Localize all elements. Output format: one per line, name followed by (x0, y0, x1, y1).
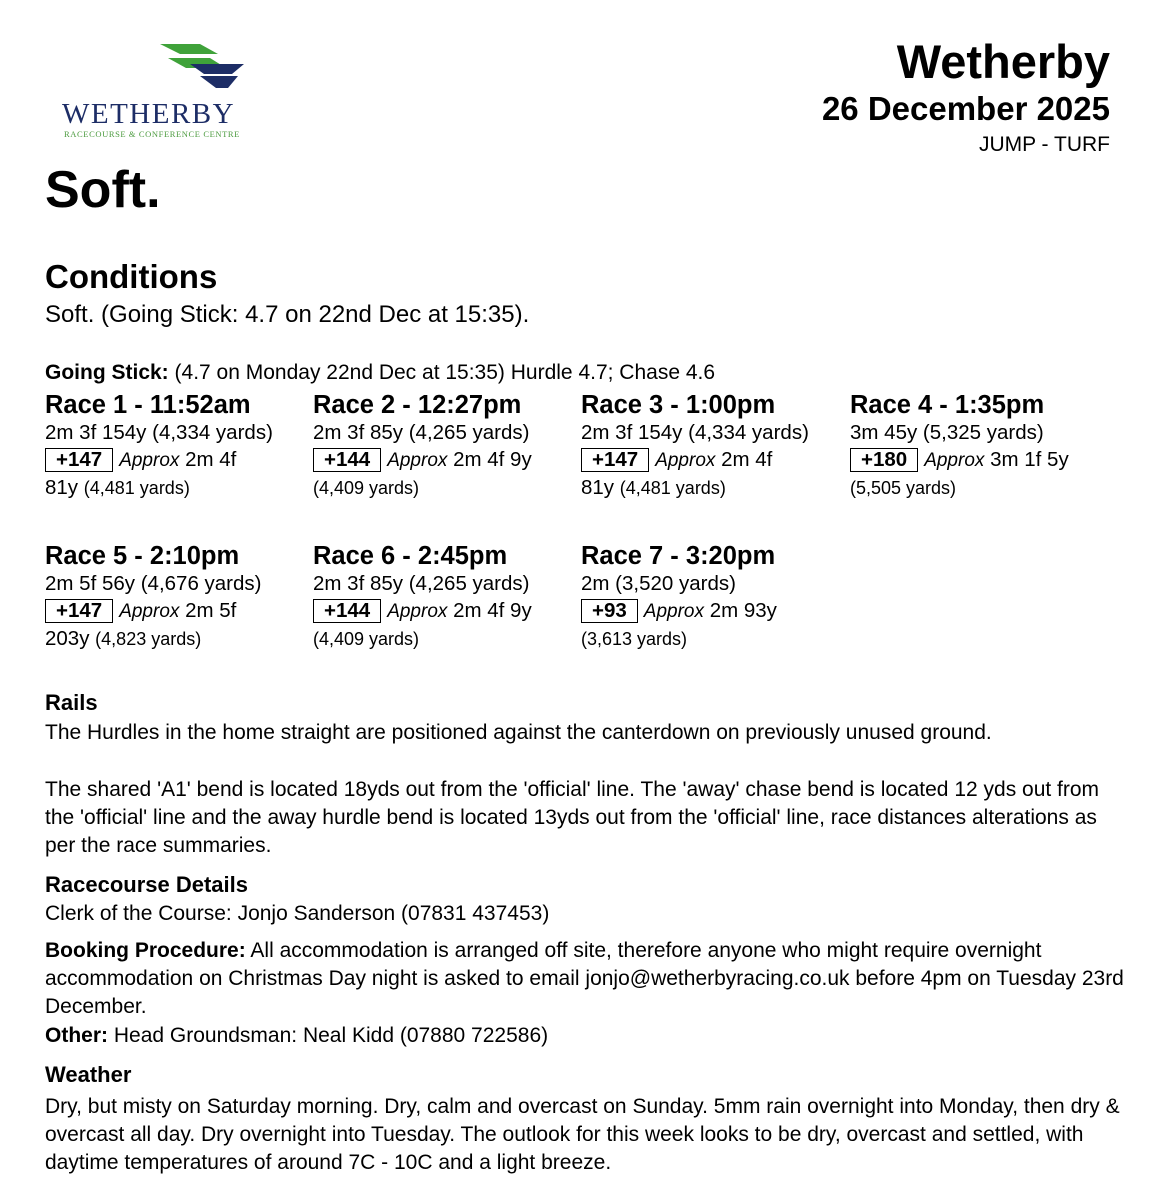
meeting-type: JUMP - TURF (978, 133, 1110, 156)
booking-text: All accommodation is arranged off site, therefore anyone who might require overnight accommodation on Christmas Day night is asked to email jonjo@wetherbyracing.co.uk before 4pm on Tuesday 23rd December. (45, 939, 1124, 1018)
venue-title: Wetherby (896, 35, 1110, 88)
distance-adjustment-badge: +147 (581, 448, 649, 472)
wetherby-logo (60, 40, 250, 140)
meeting-date: 26 December 2025 (821, 90, 1110, 127)
booking-label: Booking Procedure: (45, 939, 246, 962)
approx-line2 (45, 475, 313, 501)
approx-line2 (581, 626, 849, 652)
race-distance: 2m 3f 154y (4,334 yards) (581, 421, 809, 444)
race-adjustment-line (313, 446, 581, 475)
rails-paragraph-1: The Hurdles in the home straight are positioned against the canterdown on previously unused ground. (45, 721, 992, 744)
race-title: Race 1 - 11:52am (45, 391, 251, 419)
race-title: Race 7 - 3:20pm (581, 542, 776, 570)
racecourse-details-heading: Racecourse Details (45, 872, 248, 897)
distance-adjustment-badge: +180 (850, 448, 918, 472)
going-stick-text: (4.7 on Monday 22nd Dec at 15:35) Hurdle 4.7; Chase 4.6 (174, 361, 716, 384)
race-distance: 2m 3f 154y (4,334 yards) (45, 421, 273, 444)
approx-yards: (5,505 yards) (850, 478, 957, 498)
race-distance: 2m 3f 85y (4,265 yards) (313, 572, 530, 595)
going-stick-label: Going Stick: (45, 361, 169, 384)
logo-chevrons-icon (160, 40, 246, 92)
distance-adjustment-badge: +93 (581, 599, 638, 623)
race-card (313, 541, 581, 652)
other-label: Other: (45, 1024, 108, 1047)
approx-label: Approx (643, 601, 704, 622)
approx-line2 (313, 475, 581, 501)
race-title: Race 3 - 1:00pm (581, 391, 776, 419)
race-card (45, 541, 313, 652)
approx-distance-cont: 81y (581, 476, 615, 499)
approx-label: Approx (119, 601, 180, 622)
race-card (313, 390, 581, 501)
approx-distance: 2m 4f (721, 448, 773, 471)
approx-label: Approx (387, 601, 448, 622)
race-adjustment-line (581, 446, 849, 475)
race-adjustment-line (313, 597, 581, 626)
race-card (850, 390, 1118, 501)
race-adjustment-line (45, 446, 313, 475)
distance-adjustment-badge: +144 (313, 599, 381, 623)
race-title: Race 5 - 2:10pm (45, 542, 240, 570)
approx-yards: (4,481 yards) (83, 478, 190, 498)
distance-adjustment-badge: +147 (45, 448, 113, 472)
approx-distance-cont: 81y (45, 476, 79, 499)
approx-line2 (850, 475, 1118, 501)
race-adjustment-line (45, 597, 313, 626)
going-headline: Soft. (45, 161, 161, 219)
race-adjustment-line (850, 446, 1118, 475)
race-distance: 2m 3f 85y (4,265 yards) (313, 421, 530, 444)
logo-subtitle: RACECOURSE & CONFERENCE CENTRE (64, 129, 240, 139)
approx-yards: (4,409 yards) (313, 478, 420, 498)
rails-paragraph-2: The shared 'A1' bend is located 18yds out from the 'official' line. The 'away' chase bend is located 12 yds out from the 'official' line and the away hurdle bend is located 13yds out from the 'official' line, race distances alterations as per the race summaries. (45, 778, 1100, 857)
race-card (45, 390, 313, 501)
distance-adjustment-badge: +144 (313, 448, 381, 472)
approx-yards: (4,481 yards) (619, 478, 726, 498)
distance-adjustment-badge: +147 (45, 599, 113, 623)
approx-line2 (45, 626, 313, 652)
approx-distance: 2m 4f 9y (453, 448, 532, 471)
going-stick-line (45, 361, 715, 385)
approx-label: Approx (924, 450, 985, 471)
race-title: Race 2 - 12:27pm (313, 391, 522, 419)
clerk-of-course: Clerk of the Course: Jonjo Sanderson (07831 437453) (45, 902, 550, 925)
race-title: Race 4 - 1:35pm (850, 391, 1045, 419)
approx-label: Approx (119, 450, 180, 471)
approx-yards: (3,613 yards) (581, 629, 688, 649)
booking-procedure (45, 937, 1125, 1021)
other-text: Head Groundsman: Neal Kidd (07880 722586) (113, 1024, 549, 1047)
race-adjustment-line (581, 597, 849, 626)
weather-text: Dry, but misty on Saturday morning. Dry, calm and overcast on Sunday. 5mm rain overnight into Monday, then dry & overcast all day. Dry overnight into Tuesday. The outlook for this week looks to be dry, overcast and settled, with daytime temperatures of around 7C - 10C and a light breeze. (45, 1095, 1120, 1174)
approx-yards: (4,409 yards) (313, 629, 420, 649)
logo-wordmark: WETHERBY (62, 98, 236, 130)
approx-distance: 2m 93y (709, 599, 777, 622)
approx-distance: 2m 4f 9y (453, 599, 532, 622)
approx-line2 (313, 626, 581, 652)
approx-yards: (4,823 yards) (95, 629, 202, 649)
weather-heading: Weather (45, 1062, 132, 1087)
approx-label: Approx (387, 450, 448, 471)
race-title: Race 6 - 2:45pm (313, 542, 508, 570)
approx-distance: 2m 4f (185, 448, 237, 471)
other-contact (45, 1022, 1125, 1050)
race-distance: 2m (3,520 yards) (581, 572, 736, 595)
rails-heading: Rails (45, 690, 98, 715)
conditions-text: Soft. (Going Stick: 4.7 on 22nd Dec at 15:35). (45, 301, 530, 328)
race-distance: 3m 45y (5,325 yards) (850, 421, 1044, 444)
approx-distance-cont: 203y (45, 627, 90, 650)
approx-label: Approx (655, 450, 716, 471)
conditions-heading: Conditions (45, 258, 218, 295)
race-card (581, 541, 849, 652)
approx-distance: 2m 5f (185, 599, 237, 622)
approx-line2 (581, 475, 849, 501)
race-card (581, 390, 849, 501)
race-distance: 2m 5f 56y (4,676 yards) (45, 572, 262, 595)
approx-distance: 3m 1f 5y (990, 448, 1069, 471)
